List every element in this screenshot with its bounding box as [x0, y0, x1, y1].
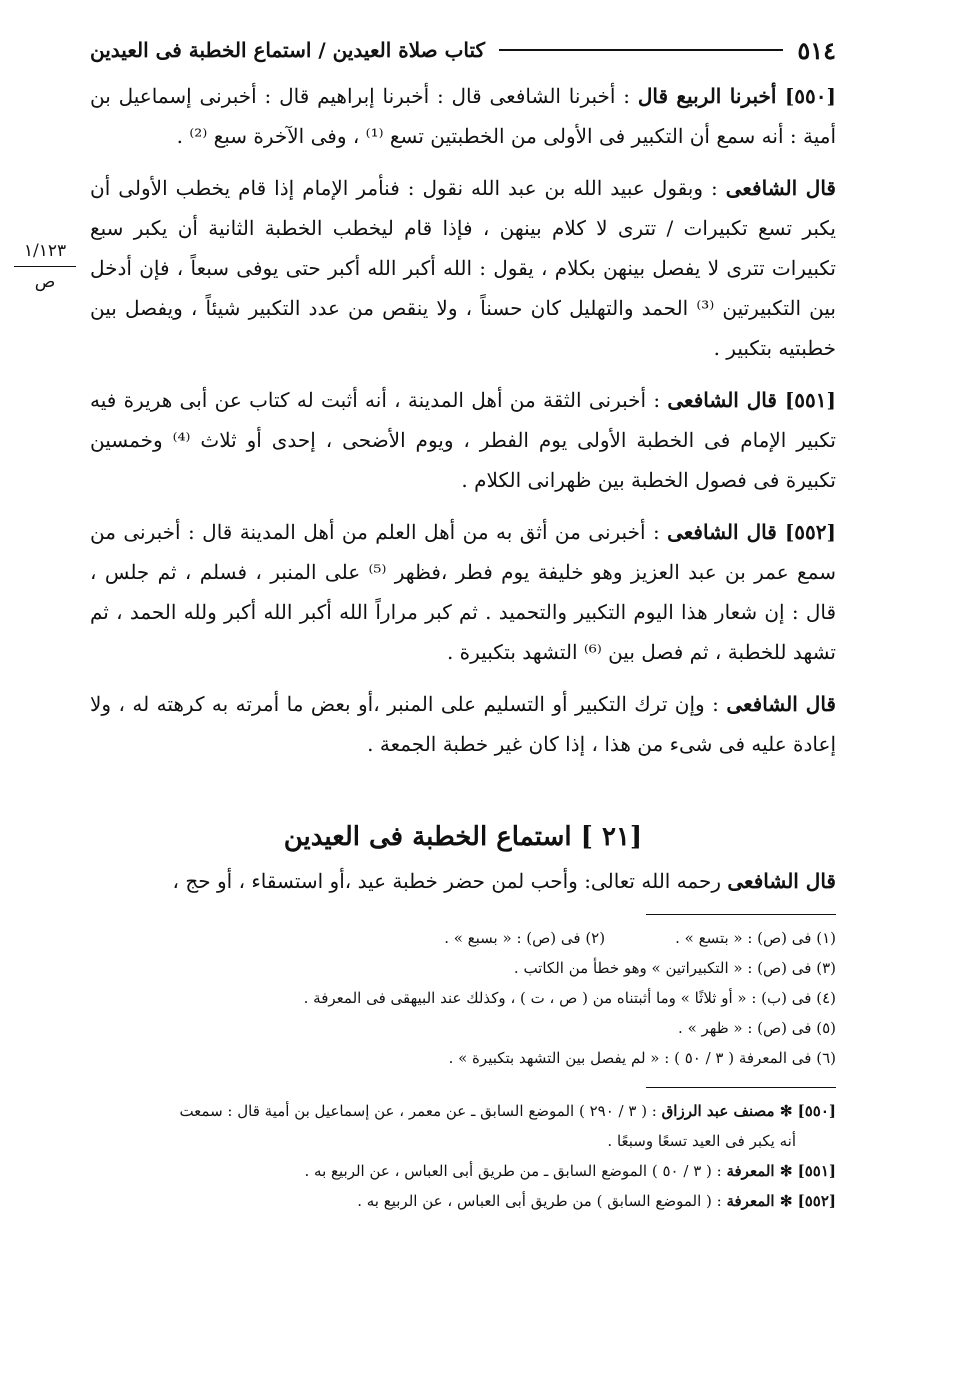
section-heading: [٢١ ] استماع الخطبة فى العيدين: [283, 822, 643, 852]
footnote-row: [90, 923, 836, 953]
source-552: [90, 1186, 836, 1216]
paragraph-lead: [٥٥٠] أخبرنا الربيع قال: [637, 84, 836, 108]
source-550: [90, 1096, 836, 1156]
margin-reference-source: ص: [34, 272, 56, 292]
paragraph-text: : أخبرنى من أثق به من أهل العلم من أهل المدينة قال : أخبرنى من سمع عمر بن عبد العزيز وهو خليفة يوم فطر ،فظهر ⁽⁵⁾ على المنبر ، فسلم ، ثم جلس ، قال : إن شعار هذا اليوم التكبير والتحميد . ثم كبر مراراً الله أكبر الله أكبر ولله الحمد ، ثم تشهد للخطبة ، ثم فصل بين ⁽⁶⁾ التشهد بتكبيرة .: [90, 520, 837, 664]
paragraph-lead: قال الشافعى: [725, 176, 836, 200]
paragraph-text: : وإن ترك التكبير أو التسليم على المنبر ،أو بعض ما أمرته به كرهته له ، ولا إعادة عليه فى شىء من هذا ، إذا كان غير خطبة الجمعة .: [90, 692, 836, 756]
margin-reference-number: ١/١٢٣: [23, 241, 67, 261]
paragraph-lead: قال الشافعى: [726, 692, 836, 716]
footnote-rule: [646, 914, 836, 915]
source-tag: [٥٥٢] ✻ المعرفة: [726, 1192, 836, 1210]
paragraph-shafii-ruling: [90, 684, 836, 764]
header-rule: [499, 49, 783, 51]
source-tag: [٥٥٠] ✻ مصنف عبد الرزاق: [661, 1102, 836, 1120]
paragraph-text: : وبقول عبيد الله بن عبد الله نقول : فنأمر الإمام إذا قام يخطب الأولى أن يكبر تسع تكبيرات / تترى لا كلام بينهن ، فإذا قام ليخطب الخطبة الثانية أن يكبر سبع تكبيرات تترى لا يفصل بينهن بكلام ، يقول : الله أكبر الله أكبر حتى يوفى سبعاً ، فإن أدخل بين التكبيرتين ⁽³⁾ الحمد والتهليل كان حسناً ، ولا ينقص من عدد التكبير شيئاً ، ويفصل بين خطبتيه بتكبير .: [90, 176, 836, 360]
footnote-6: (٦) فى المعرفة ( ٣ / ٥٠ ) : « لم يفصل بين التشهد بتكبيرة » .: [448, 1049, 836, 1067]
paragraph-551: [90, 380, 836, 500]
footnotes: [90, 923, 836, 1073]
running-header: [90, 30, 836, 70]
paragraph-550: [90, 76, 836, 156]
margin-reference-rule: [14, 266, 76, 267]
paragraph-text: : أخبرنا الشافعى قال : أخبرنا إبراهيم قال : أخبرنى إسماعيل بن أمية : أنه سمع أن التكبير فى الأولى من الخطبتين تسع ⁽¹⁾ ، وفى الآخرة سبع ⁽²⁾ .: [90, 84, 836, 148]
paragraph-lead: [٥٥٢] قال الشافعى: [667, 520, 836, 544]
paragraph-text: : أخبرنى الثقة من أهل المدينة ، أنه أثبت له كتاب عن أبى هريرة فيه تكبير الإمام فى الخطبة الأولى يوم الفطر ، ويوم الأضحى ، إحدى أو ثلاث ⁽⁴⁾ وخمسين تكبيرة فى فصول الخطبة بين ظهرانى الكلام .: [90, 388, 836, 492]
source-continuation: أنه يكبر فى العيد تسعًا وسبعًا .: [607, 1132, 796, 1150]
paragraph-lead: [٥٥١] قال الشافعى: [667, 388, 836, 412]
footnote-4: (٤) فى (ب) : « أو ثلاثًا » وما أثبتناه من ( ص ، ت ) ، وكذلك عند البيهقى فى المعرفة .: [303, 989, 836, 1007]
source-references: [90, 1096, 836, 1216]
paragraph-552: [90, 512, 836, 672]
margin-page-reference: [8, 240, 82, 293]
paragraph-shafii-commentary: [90, 168, 836, 368]
source-text: : ( الموضع السابق ) من طريق أبى العباس ، عن الربيع به .: [357, 1192, 727, 1210]
footnote-2: (٢) فى (ص) : « بسبع » .: [444, 929, 606, 947]
footnote-1: (١) فى (ص) : « بتسع » .: [675, 929, 836, 947]
running-title: كتاب صلاة العيدين / استماع الخطبة فى العيدين: [90, 38, 486, 62]
intro-text: رحمه الله تعالى: وأحب لمن حضر خطبة عيد ،أو استسقاء ، أو حج ،: [172, 869, 728, 893]
footnote-3: (٣) فى (ص) : « التكبيراتين » وهو خطأ من الكاتب .: [513, 959, 836, 977]
source-text: : ( ٣ / ٢٩٠ ) الموضع السابق ـ عن معمر ، عن إسماعيل بن أمية قال : سمعت: [179, 1102, 662, 1120]
footnote-5: (٥) فى (ص) : « ظهر » .: [678, 1019, 836, 1037]
intro-lead: قال الشافعى: [727, 869, 836, 893]
sources-rule: [646, 1087, 836, 1088]
page-body: [90, 30, 836, 1216]
section-intro: [90, 862, 836, 900]
source-tag: [٥٥١] ✻ المعرفة: [726, 1162, 836, 1180]
source-text: : ( ٣ / ٥٠ ) الموضع السابق ـ من طريق أبى العباس ، عن الربيع به .: [304, 1162, 727, 1180]
page-number: ٥١٤: [797, 35, 836, 65]
source-551: [90, 1156, 836, 1186]
